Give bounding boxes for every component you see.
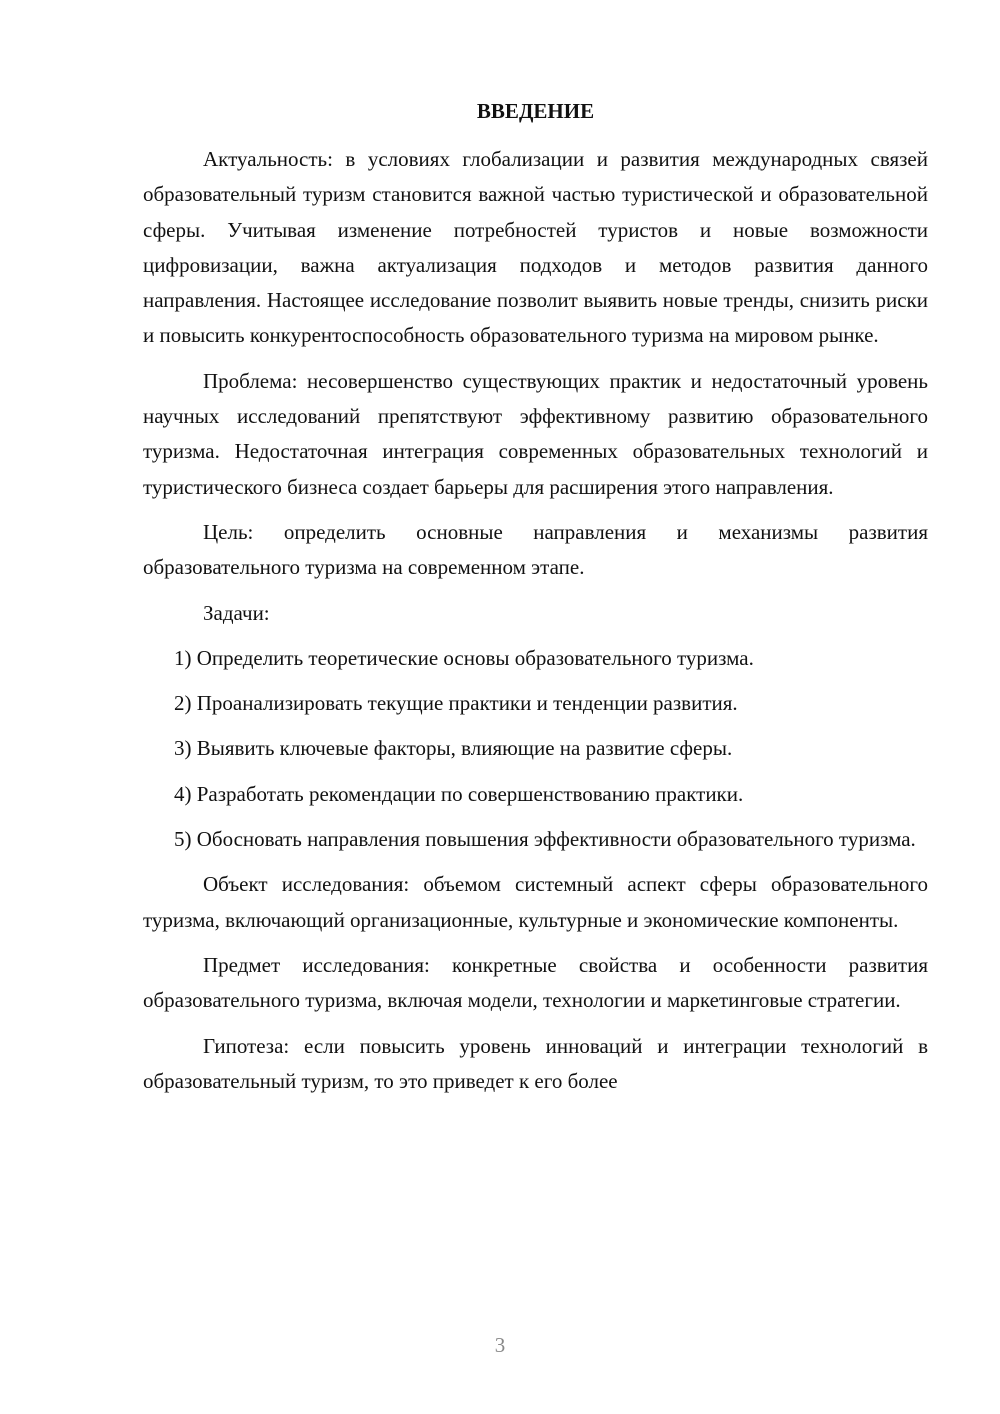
section-title: ВВЕДЕНИЕ [476, 99, 595, 123]
task-item-3: 3) Выявить ключевые факторы, влияющие на развитие сферы. [174, 736, 733, 761]
goal-paragraph: Цель: определить основные направления и механизмы развития образовательного туризма на современном этапе. [143, 519, 928, 580]
task-item-4: 4) Разработать рекомендации по совершенствованию практики. [174, 781, 744, 806]
hypothesis-paragraph: Гипотеза: если повысить уровень инноваций и интеграции технологий в образовательный туризм, то это приведет к его более [143, 1033, 928, 1093]
task-item-1: 1) Определить теоретические основы образовательного туризма. [174, 645, 754, 670]
page-number: 3 [494, 1333, 506, 1357]
task-item-2: 2) Проанализировать текущие практики и тенденции развития. [174, 691, 738, 716]
actuality-paragraph: Актуальность: в условиях глобализации и развития международных связей образовательный туризм становится важной частью туристической и образовательной сферы. Учитывая изменение потребностей туристов и новые возможности цифровизации, важна актуализация подходов и методов развития данного направления. Настоящее исследование позволит выявить новые тренды, снизить риски и повысить конкурентоспособность образовательного туризма на мировом рынке. [143, 147, 928, 348]
problem-paragraph: Проблема: несовершенство существующих практик и недостаточный уровень научных исследований препятствуют эффективному развитию образовательного туризма. Недостаточная интеграция современных образовательных технологий и туристического бизнеса создает барьеры для расширения этого направления. [143, 368, 928, 499]
task-item-5: 5) Обосновать направления повышения эффективности образовательного туризма. [174, 827, 916, 852]
object-paragraph: Объект исследования: объемом системный аспект сферы образовательного туризма, включающий организационные, культурные и экономические компоненты. [143, 872, 928, 932]
page-content [143, 94, 928, 1099]
subject-paragraph: Предмет исследования: конкретные свойства и особенности развития образовательного туризма, включая модели, технологии и маркетинговые стратегии. [143, 952, 928, 1013]
tasks-label: Задачи: [203, 600, 270, 625]
